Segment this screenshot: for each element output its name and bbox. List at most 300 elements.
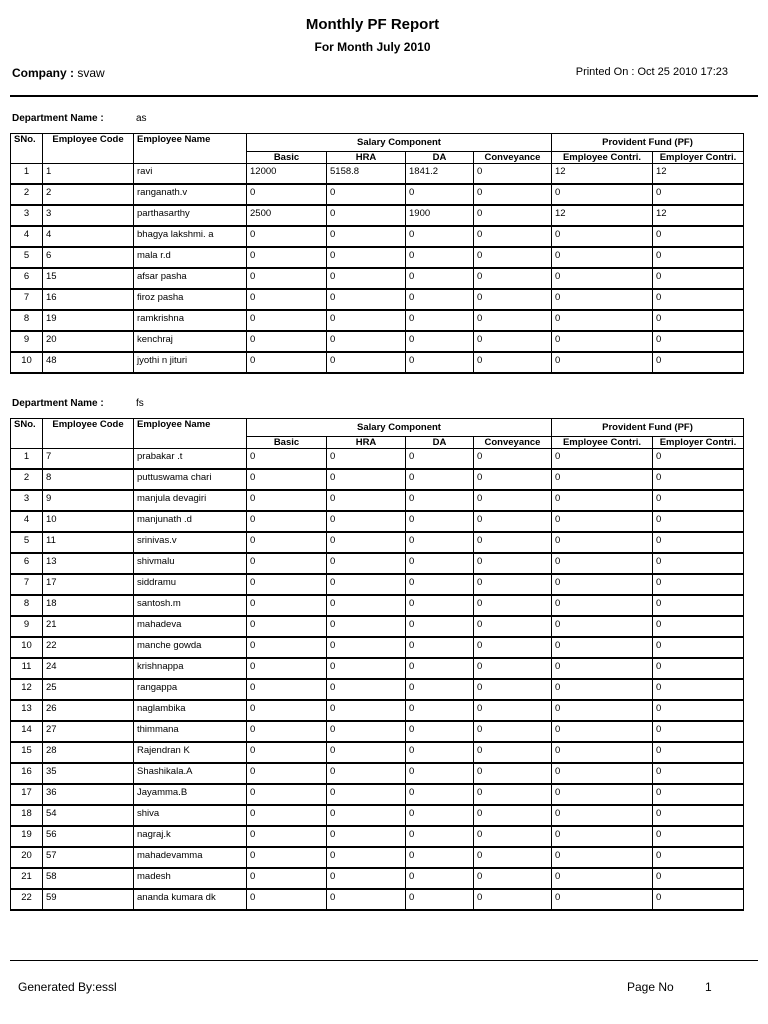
cell-conveyance: 0 — [474, 700, 552, 721]
cell-basic: 0 — [247, 805, 327, 826]
cell-conveyance: 0 — [474, 352, 552, 373]
generated-by: Generated By:essl — [18, 980, 117, 994]
cell-sno: 12 — [11, 679, 43, 700]
cell-sno: 9 — [11, 616, 43, 637]
cell-sno: 8 — [11, 310, 43, 331]
cell-conveyance: 0 — [474, 247, 552, 268]
cell-employee-name: krishnappa — [134, 658, 247, 679]
col-basic-header: Basic — [247, 437, 327, 449]
cell-basic: 0 — [247, 700, 327, 721]
table-row — [11, 184, 744, 205]
cell-conveyance: 0 — [474, 511, 552, 532]
table-row — [11, 490, 744, 511]
cell-conveyance: 0 — [474, 553, 552, 574]
cell-conveyance: 0 — [474, 889, 552, 910]
cell-conveyance: 0 — [474, 331, 552, 352]
cell-employee-code: 11 — [43, 532, 134, 553]
cell-sno: 6 — [11, 553, 43, 574]
cell-employee-name: kenchraj — [134, 331, 247, 352]
cell-basic: 0 — [247, 352, 327, 373]
cell-employer-contri: 0 — [653, 889, 744, 910]
cell-employer-contri: 0 — [653, 268, 744, 289]
cell-employer-contri: 0 — [653, 532, 744, 553]
cell-employer-contri: 12 — [653, 164, 744, 185]
cell-employee-code: 25 — [43, 679, 134, 700]
col-sno-header: SNo. — [11, 419, 43, 449]
cell-conveyance: 0 — [474, 595, 552, 616]
cell-sno: 2 — [11, 184, 43, 205]
cell-employee-name: naglambika — [134, 700, 247, 721]
col-da-header: DA — [406, 437, 474, 449]
cell-employee-contri: 12 — [552, 164, 653, 185]
cell-employee-name: ramkrishna — [134, 310, 247, 331]
cell-basic: 12000 — [247, 164, 327, 185]
cell-employee-code: 24 — [43, 658, 134, 679]
cell-hra: 0 — [327, 449, 406, 470]
col-employer-contri-header: Employer Contri. — [653, 437, 744, 449]
table-row — [11, 574, 744, 595]
cell-hra: 0 — [327, 310, 406, 331]
cell-employee-name: ravi — [134, 164, 247, 185]
cell-hra: 0 — [327, 826, 406, 847]
cell-employer-contri: 0 — [653, 331, 744, 352]
cell-employee-name: mahadeva — [134, 616, 247, 637]
cell-hra: 0 — [327, 553, 406, 574]
cell-employer-contri: 0 — [653, 721, 744, 742]
cell-employee-name: manjula devagiri — [134, 490, 247, 511]
salary-component-header: Salary Component — [247, 134, 552, 152]
cell-da: 0 — [406, 784, 474, 805]
cell-da: 1900 — [406, 205, 474, 226]
cell-employee-contri: 12 — [552, 205, 653, 226]
table-row — [11, 226, 744, 247]
cell-hra: 0 — [327, 574, 406, 595]
cell-employee-name: shiva — [134, 805, 247, 826]
cell-hra: 0 — [327, 289, 406, 310]
cell-sno: 14 — [11, 721, 43, 742]
cell-employee-name: Jayamma.B — [134, 784, 247, 805]
cell-basic: 0 — [247, 289, 327, 310]
salary-component-header: Salary Component — [247, 419, 552, 437]
cell-conveyance: 0 — [474, 574, 552, 595]
cell-employee-code: 57 — [43, 847, 134, 868]
table-body — [11, 164, 744, 374]
cell-hra: 0 — [327, 763, 406, 784]
cell-basic: 0 — [247, 226, 327, 247]
cell-sno: 2 — [11, 469, 43, 490]
cell-conveyance: 0 — [474, 742, 552, 763]
cell-employee-code: 15 — [43, 268, 134, 289]
cell-employee-code: 19 — [43, 310, 134, 331]
cell-employer-contri: 0 — [653, 490, 744, 511]
cell-hra: 0 — [327, 268, 406, 289]
printed-on: Printed On : Oct 25 2010 17:23 — [575, 66, 728, 78]
cell-basic: 0 — [247, 184, 327, 205]
cell-employee-name: shivmalu — [134, 553, 247, 574]
cell-hra: 0 — [327, 889, 406, 910]
cell-employee-name: mahadevamma — [134, 847, 247, 868]
table-row — [11, 868, 744, 889]
cell-hra: 0 — [327, 721, 406, 742]
col-hra-header: HRA — [327, 437, 406, 449]
cell-da: 0 — [406, 184, 474, 205]
cell-employee-contri: 0 — [552, 679, 653, 700]
cell-employer-contri: 0 — [653, 310, 744, 331]
cell-employee-code: 28 — [43, 742, 134, 763]
cell-da: 0 — [406, 268, 474, 289]
cell-employee-code: 54 — [43, 805, 134, 826]
cell-hra: 0 — [327, 784, 406, 805]
cell-employer-contri: 0 — [653, 616, 744, 637]
cell-employee-contri: 0 — [552, 449, 653, 470]
cell-sno: 1 — [11, 449, 43, 470]
cell-employer-contri: 0 — [653, 742, 744, 763]
cell-employer-contri: 0 — [653, 595, 744, 616]
cell-employee-contri: 0 — [552, 289, 653, 310]
cell-da: 0 — [406, 226, 474, 247]
cell-employer-contri: 0 — [653, 449, 744, 470]
cell-employee-contri: 0 — [552, 511, 653, 532]
table-row — [11, 889, 744, 910]
cell-conveyance: 0 — [474, 490, 552, 511]
cell-hra: 0 — [327, 658, 406, 679]
cell-basic: 0 — [247, 247, 327, 268]
cell-basic: 0 — [247, 595, 327, 616]
col-code-header: Employee Code — [43, 134, 134, 164]
cell-conveyance: 0 — [474, 805, 552, 826]
cell-employee-contri: 0 — [552, 352, 653, 373]
cell-conveyance: 0 — [474, 721, 552, 742]
col-employee-contri-header: Employee Contri. — [552, 437, 653, 449]
cell-sno: 22 — [11, 889, 43, 910]
cell-basic: 0 — [247, 574, 327, 595]
cell-basic: 0 — [247, 310, 327, 331]
table-row — [11, 511, 744, 532]
table-row — [11, 331, 744, 352]
cell-employee-contri: 0 — [552, 826, 653, 847]
table-row — [11, 469, 744, 490]
table-row — [11, 721, 744, 742]
cell-hra: 0 — [327, 469, 406, 490]
cell-da: 0 — [406, 574, 474, 595]
cell-employee-contri: 0 — [552, 574, 653, 595]
table-row — [11, 310, 744, 331]
cell-employee-contri: 0 — [552, 331, 653, 352]
cell-da: 0 — [406, 511, 474, 532]
table-row — [11, 700, 744, 721]
cell-sno: 18 — [11, 805, 43, 826]
cell-basic: 0 — [247, 637, 327, 658]
cell-conveyance: 0 — [474, 184, 552, 205]
col-employer-contri-header: Employer Contri. — [653, 152, 744, 164]
cell-employer-contri: 0 — [653, 868, 744, 889]
cell-employee-contri: 0 — [552, 616, 653, 637]
cell-employee-contri: 0 — [552, 637, 653, 658]
company-info — [12, 66, 105, 80]
cell-da: 0 — [406, 310, 474, 331]
cell-basic: 0 — [247, 826, 327, 847]
cell-da: 0 — [406, 247, 474, 268]
cell-da: 0 — [406, 469, 474, 490]
cell-employee-contri: 0 — [552, 847, 653, 868]
cell-employee-name: nagraj.k — [134, 826, 247, 847]
cell-basic: 0 — [247, 449, 327, 470]
cell-hra: 0 — [327, 331, 406, 352]
cell-conveyance: 0 — [474, 847, 552, 868]
cell-employee-contri: 0 — [552, 721, 653, 742]
cell-employee-name: Shashikala.A — [134, 763, 247, 784]
cell-basic: 0 — [247, 490, 327, 511]
cell-employer-contri: 0 — [653, 511, 744, 532]
cell-sno: 4 — [11, 511, 43, 532]
cell-employer-contri: 0 — [653, 658, 744, 679]
col-employee-contri-header: Employee Contri. — [552, 152, 653, 164]
cell-employee-code: 6 — [43, 247, 134, 268]
table-row — [11, 595, 744, 616]
cell-employer-contri: 0 — [653, 469, 744, 490]
cell-employee-contri: 0 — [552, 868, 653, 889]
cell-hra: 0 — [327, 637, 406, 658]
cell-conveyance: 0 — [474, 616, 552, 637]
table-row — [11, 742, 744, 763]
cell-conveyance: 0 — [474, 449, 552, 470]
company-label: Company : — [12, 66, 75, 80]
table-row — [11, 449, 744, 470]
cell-employee-code: 58 — [43, 868, 134, 889]
cell-employee-code: 20 — [43, 331, 134, 352]
cell-employee-name: ranganath.v — [134, 184, 247, 205]
cell-employee-contri: 0 — [552, 658, 653, 679]
cell-employee-code: 21 — [43, 616, 134, 637]
cell-sno: 16 — [11, 763, 43, 784]
cell-employee-contri: 0 — [552, 310, 653, 331]
cell-employer-contri: 0 — [653, 574, 744, 595]
cell-employee-name: prabakar .t — [134, 449, 247, 470]
cell-sno: 10 — [11, 352, 43, 373]
cell-sno: 4 — [11, 226, 43, 247]
cell-sno: 9 — [11, 331, 43, 352]
table-row — [11, 763, 744, 784]
cell-employee-contri: 0 — [552, 226, 653, 247]
header-divider — [10, 95, 758, 97]
cell-basic: 0 — [247, 847, 327, 868]
cell-employee-name: manche gowda — [134, 637, 247, 658]
cell-conveyance: 0 — [474, 532, 552, 553]
cell-da: 0 — [406, 721, 474, 742]
table-row — [11, 553, 744, 574]
footer-divider — [10, 960, 758, 961]
department-table — [10, 133, 744, 374]
cell-basic: 0 — [247, 868, 327, 889]
cell-conveyance: 0 — [474, 268, 552, 289]
col-name-header: Employee Name — [134, 134, 247, 164]
cell-employee-name: puttuswama chari — [134, 469, 247, 490]
table-row — [11, 352, 744, 373]
cell-hra: 0 — [327, 226, 406, 247]
cell-da: 0 — [406, 637, 474, 658]
cell-da: 0 — [406, 490, 474, 511]
cell-da: 0 — [406, 805, 474, 826]
cell-employee-code: 18 — [43, 595, 134, 616]
table-row — [11, 679, 744, 700]
cell-sno: 8 — [11, 595, 43, 616]
cell-employee-contri: 0 — [552, 469, 653, 490]
table-row — [11, 289, 744, 310]
department-name: as — [136, 113, 147, 124]
cell-employee-code: 16 — [43, 289, 134, 310]
cell-da: 0 — [406, 553, 474, 574]
cell-hra: 0 — [327, 847, 406, 868]
cell-employee-contri: 0 — [552, 784, 653, 805]
cell-employer-contri: 0 — [653, 826, 744, 847]
cell-employee-name: ananda kumara dk — [134, 889, 247, 910]
cell-employee-code: 2 — [43, 184, 134, 205]
pf-header: Provident Fund (PF) — [552, 134, 744, 152]
cell-sno: 7 — [11, 289, 43, 310]
cell-hra: 0 — [327, 679, 406, 700]
department-name: fs — [136, 398, 144, 409]
cell-basic: 0 — [247, 784, 327, 805]
cell-sno: 5 — [11, 532, 43, 553]
cell-employee-name: parthasarthy — [134, 205, 247, 226]
cell-employer-contri: 0 — [653, 805, 744, 826]
cell-employer-contri: 0 — [653, 784, 744, 805]
cell-da: 0 — [406, 595, 474, 616]
cell-conveyance: 0 — [474, 637, 552, 658]
cell-employee-code: 35 — [43, 763, 134, 784]
cell-conveyance: 0 — [474, 826, 552, 847]
cell-employer-contri: 12 — [653, 205, 744, 226]
cell-basic: 2500 — [247, 205, 327, 226]
cell-basic: 0 — [247, 763, 327, 784]
cell-da: 0 — [406, 658, 474, 679]
cell-conveyance: 0 — [474, 310, 552, 331]
cell-employee-contri: 0 — [552, 532, 653, 553]
cell-employee-code: 27 — [43, 721, 134, 742]
cell-da: 0 — [406, 679, 474, 700]
cell-employee-contri: 0 — [552, 763, 653, 784]
cell-hra: 0 — [327, 490, 406, 511]
cell-sno: 10 — [11, 637, 43, 658]
cell-employee-contri: 0 — [552, 268, 653, 289]
cell-employee-code: 59 — [43, 889, 134, 910]
cell-conveyance: 0 — [474, 205, 552, 226]
cell-da: 0 — [406, 289, 474, 310]
table-row — [11, 847, 744, 868]
cell-hra: 5158.8 — [327, 164, 406, 185]
cell-hra: 0 — [327, 700, 406, 721]
cell-employee-code: 56 — [43, 826, 134, 847]
cell-hra: 0 — [327, 247, 406, 268]
cell-da: 0 — [406, 700, 474, 721]
cell-sno: 13 — [11, 700, 43, 721]
cell-sno: 7 — [11, 574, 43, 595]
cell-employee-code: 3 — [43, 205, 134, 226]
cell-sno: 5 — [11, 247, 43, 268]
cell-conveyance: 0 — [474, 658, 552, 679]
cell-employee-contri: 0 — [552, 490, 653, 511]
cell-basic: 0 — [247, 679, 327, 700]
cell-employee-name: santosh.m — [134, 595, 247, 616]
department-label: Department Name : — [12, 398, 104, 409]
cell-conveyance: 0 — [474, 469, 552, 490]
cell-basic: 0 — [247, 889, 327, 910]
cell-employee-code: 26 — [43, 700, 134, 721]
cell-employee-contri: 0 — [552, 247, 653, 268]
cell-employee-name: mala r.d — [134, 247, 247, 268]
cell-hra: 0 — [327, 184, 406, 205]
cell-da: 0 — [406, 449, 474, 470]
page-number-label: Page No — [627, 980, 674, 994]
cell-da: 0 — [406, 742, 474, 763]
cell-da: 0 — [406, 532, 474, 553]
cell-sno: 1 — [11, 164, 43, 185]
page-number: 1 — [705, 980, 712, 994]
cell-employee-code: 9 — [43, 490, 134, 511]
cell-employee-contri: 0 — [552, 553, 653, 574]
cell-basic: 0 — [247, 532, 327, 553]
cell-employer-contri: 0 — [653, 289, 744, 310]
cell-employee-name: srinivas.v — [134, 532, 247, 553]
table-row — [11, 268, 744, 289]
table-row — [11, 616, 744, 637]
cell-basic: 0 — [247, 616, 327, 637]
cell-hra: 0 — [327, 511, 406, 532]
col-name-header: Employee Name — [134, 419, 247, 449]
cell-employee-contri: 0 — [552, 700, 653, 721]
cell-employer-contri: 0 — [653, 637, 744, 658]
cell-basic: 0 — [247, 553, 327, 574]
table-row — [11, 805, 744, 826]
cell-da: 0 — [406, 868, 474, 889]
cell-employer-contri: 0 — [653, 184, 744, 205]
cell-employer-contri: 0 — [653, 700, 744, 721]
cell-employee-code: 36 — [43, 784, 134, 805]
cell-employee-contri: 0 — [552, 184, 653, 205]
cell-hra: 0 — [327, 868, 406, 889]
cell-hra: 0 — [327, 616, 406, 637]
cell-sno: 21 — [11, 868, 43, 889]
cell-employee-code: 10 — [43, 511, 134, 532]
col-da-header: DA — [406, 152, 474, 164]
cell-conveyance: 0 — [474, 784, 552, 805]
cell-employee-name: thimmana — [134, 721, 247, 742]
cell-sno: 3 — [11, 205, 43, 226]
cell-hra: 0 — [327, 532, 406, 553]
cell-basic: 0 — [247, 331, 327, 352]
cell-sno: 3 — [11, 490, 43, 511]
cell-employee-contri: 0 — [552, 595, 653, 616]
cell-da: 0 — [406, 763, 474, 784]
cell-employee-code: 13 — [43, 553, 134, 574]
cell-conveyance: 0 — [474, 868, 552, 889]
cell-basic: 0 — [247, 469, 327, 490]
cell-employer-contri: 0 — [653, 226, 744, 247]
cell-employee-code: 8 — [43, 469, 134, 490]
cell-basic: 0 — [247, 268, 327, 289]
cell-employee-name: siddramu — [134, 574, 247, 595]
table-row — [11, 826, 744, 847]
cell-basic: 0 — [247, 721, 327, 742]
cell-da: 0 — [406, 331, 474, 352]
cell-employee-contri: 0 — [552, 889, 653, 910]
cell-hra: 0 — [327, 742, 406, 763]
cell-conveyance: 0 — [474, 289, 552, 310]
cell-sno: 15 — [11, 742, 43, 763]
col-basic-header: Basic — [247, 152, 327, 164]
cell-sno: 19 — [11, 826, 43, 847]
cell-employee-contri: 0 — [552, 805, 653, 826]
